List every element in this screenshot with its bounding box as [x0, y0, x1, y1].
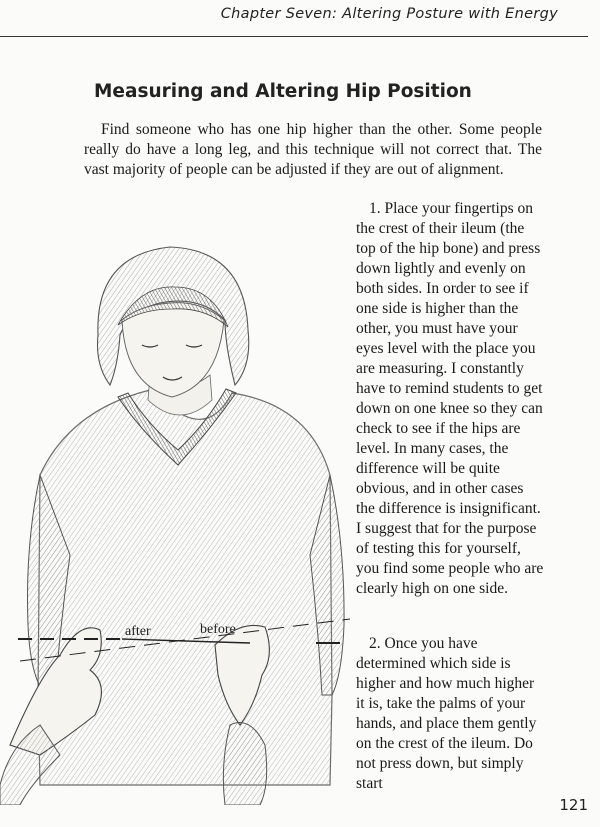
step-2-paragraph: 2. Once you have determined which side is higher and how much higher it is, take the palms of your hands, and place them gently on the crest of the ileum. Do not press down, but simply start: [356, 635, 537, 792]
intro-paragraph: Find someone who has one hip higher than the other. Some people really do have a long leg, and this technique will not correct that. The vast majority of people can be adjusted if they are out of alignment.: [84, 121, 542, 178]
label-before: before: [200, 622, 236, 637]
step-1-paragraph: 1. Place your fingertips on the crest of their ileum (the top of the hip bone) and press down lightly and evenly on both sides. In order to see if one side is higher than the other, you must have your eyes level with the place you are measuring. I constantly have to remind students to get down on one knee so they can check to see if the hips are level. In many cases, the difference will be quite obvious, and in other cases the difference is insignificant. I suggest that for the purpose of testing this for yourself, you find some people who are clearly high on one side.: [356, 200, 544, 597]
hip-measurement-illustration: [0, 225, 350, 805]
section-heading: Measuring and Altering Hip Position: [94, 81, 472, 102]
header-rule: [0, 36, 588, 37]
label-after: after: [125, 624, 151, 639]
page-number: 121: [559, 796, 588, 814]
running-head: Chapter Seven: Altering Posture with Energy: [220, 6, 558, 22]
